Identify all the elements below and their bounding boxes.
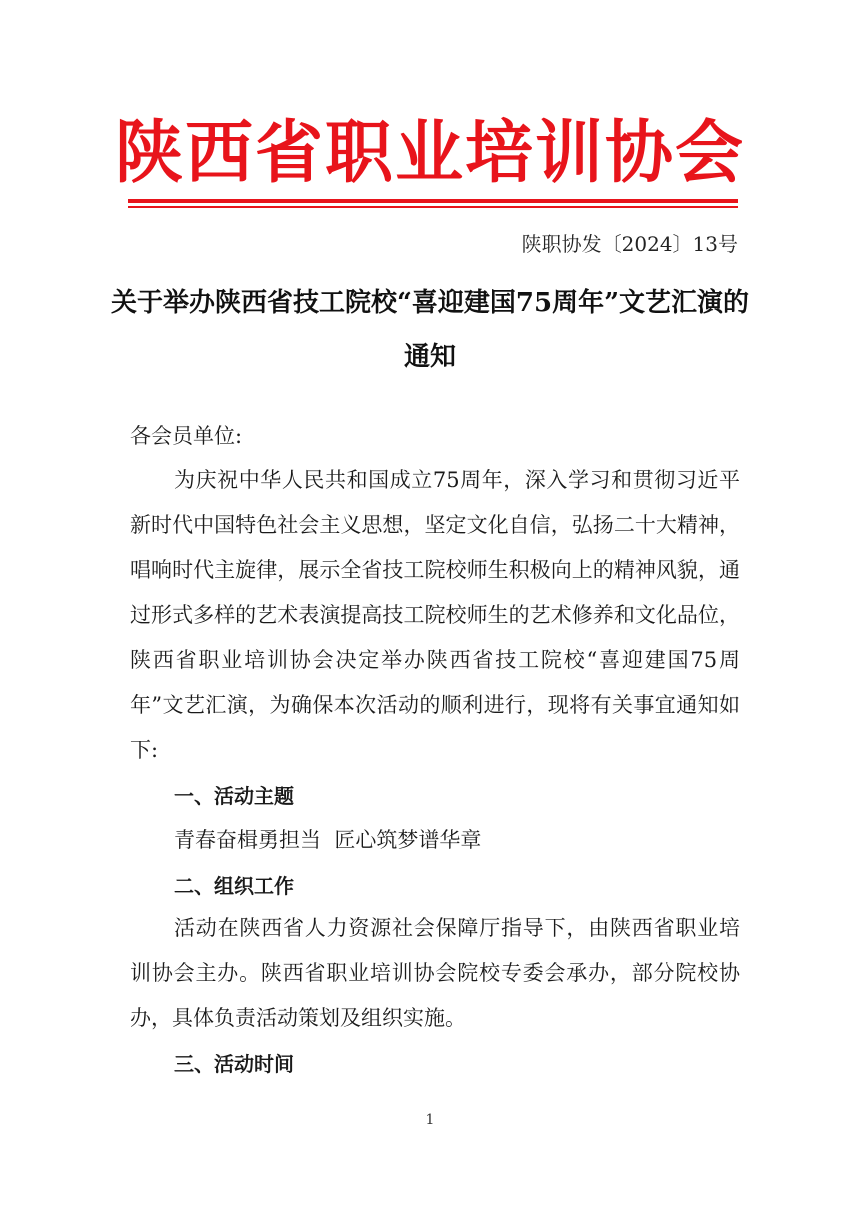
document-number: 陕职协发〔2024〕13号 — [521, 232, 738, 256]
section-content-organization: 活动在陕西省人力资源社会保障厅指导下，由陕西省职业培训协会主办。陕西省职业培训协会院校专委会承办，部分院校协办，具体负责活动策划及组织实施。 — [130, 916, 740, 1030]
salutation: 各会员单位: — [130, 424, 243, 448]
letterhead-rule-thin — [128, 206, 738, 208]
section-heading-time: 三、活动时间 — [174, 1052, 294, 1076]
letterhead-rule-thick — [128, 199, 738, 203]
section-heading-organization: 二、组织工作 — [174, 874, 294, 898]
page-number: 1 — [425, 1112, 435, 1128]
document-title: 关于举办陕西省技工院校“喜迎建国75周年”文艺汇演的通知 — [110, 288, 750, 372]
section-heading-theme: 一、活动主题 — [174, 784, 294, 808]
intro-paragraph: 为庆祝中华人民共和国成立75周年，深入学习和贯彻习近平新时代中国特色社会主义思想，坚定文化自信，弘扬二十大精神，唱响时代主旋律，展示全省技工院校师生积极向上的精神风貌，通过形式多样的艺术表演提高技工院校师生的艺术修养和文化品位，陕西省职业培训协会决定举办陕西省技工院校“喜迎建国75周年”文艺汇演，为确保本次活动的顺利进行，现将有关事宜通知如下: — [130, 468, 740, 762]
letterhead-title: 陕西省职业培训协会 — [114, 113, 745, 193]
section-content-theme: 青春奋楫勇担当 匠心筑梦谱华章 — [174, 828, 482, 852]
